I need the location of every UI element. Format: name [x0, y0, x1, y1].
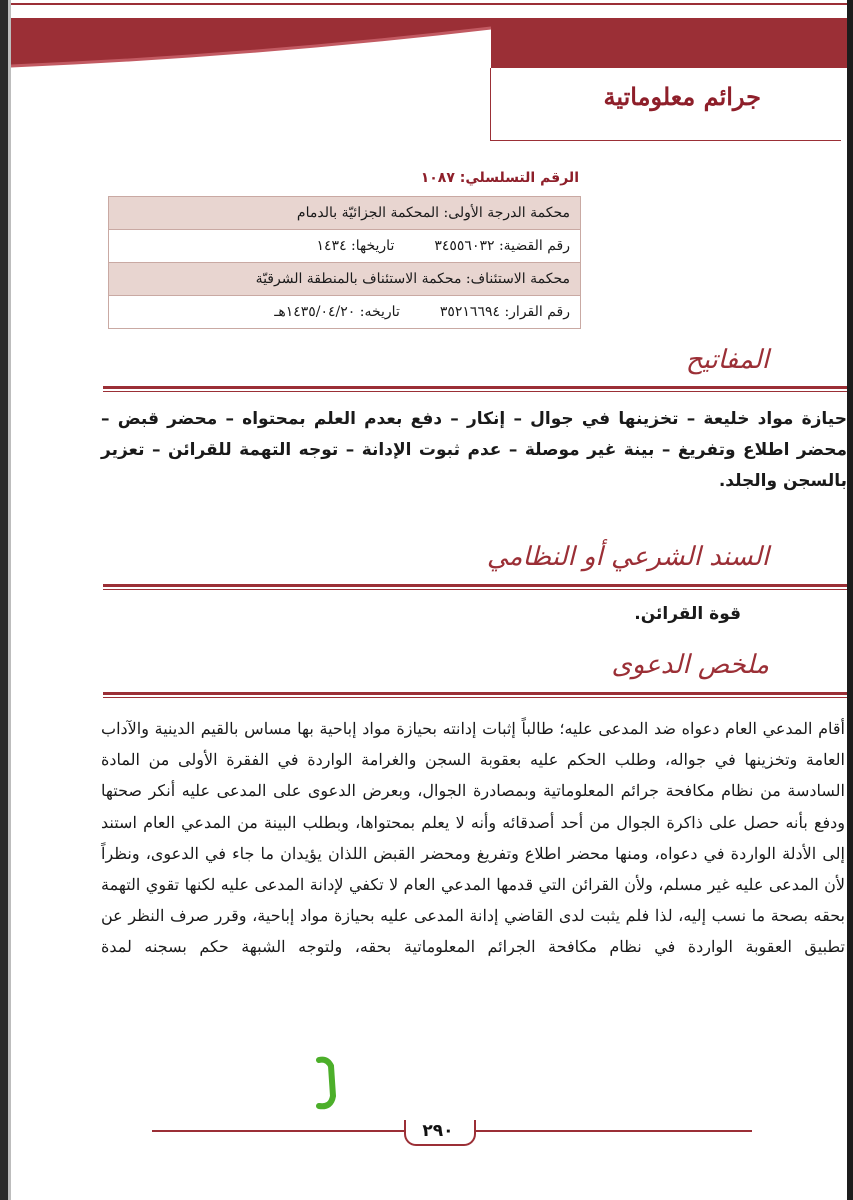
case-number-row	[109, 230, 581, 263]
keywords-heading: المفاتيح	[685, 345, 769, 375]
decision-number: رقم القرار: ٣٥٢١٦٦٩٤	[439, 304, 570, 320]
decision-row	[109, 296, 581, 329]
summary-rule	[103, 692, 847, 695]
summary-text: أقام المدعي العام دعواه ضد المدعى عليه؛ طالباً إثبات إدانته بحيازة مواد إباحية بها مساس بالقيم الدينية والآداب العامة وتخزينها في جواله، وطلب الحكم عليه بعقوبة السجن والغرامة الواردة في الفقرة الأولى من المادة السادسة من نظام مكافحة جرائم المعلوماتية وبمصادرة الجوال، وبعرض الدعوى على المدعى عليه أنكر صحتها ودفع بأنه حصل على ذاكرة الجوال من أحد أصدقائه وأنه لا يعلم بمحتواها، وبطلب البينة من المدعي العام استند إلى الأدلة الواردة في دعواه، ومنها محضر اطلاع وتفريغ ومحضر القبض اللذان يؤيدان ما جاء في الدعوى، ونظراً لأن المدعى عليه غير مسلم، ولأن القرائن التي قدمها المدعي العام لا تكفي لإدانة المدعى عليه لكنها تقوي التهمة بحقه بصحة ما نسب إليه، لذا فلم يثبت لدى القاضي إدانة المدعى عليه بحيازة مواد إباحية، وقرر صرف النظر عن تطبيق العقوبة الواردة في نظام مكافحة الجرائم المعلوماتية بحقه، ولتوجه الشبهة حكم بسجنه لمدة	[101, 719, 846, 957]
basis-rule	[103, 584, 847, 587]
basis-text: قوة القرائن.	[634, 604, 741, 624]
case-date: تاريخها: ١٤٣٤	[316, 238, 395, 254]
header-banner	[11, 0, 847, 70]
serial-number: الرقم التسلسلي: ١٠٨٧	[420, 170, 579, 186]
keywords-text: حيازة مواد خليعة – تخزينها في جوال – إنكار – دفع بعدم العلم بمحتواه – محضر قبض –محضر اطلاع وتفريغ – بينة غير موصلة – عدم ثبوت الإدانة – توجه التهمة للقرائن – تعزير بالسجن والجلد.	[101, 409, 847, 491]
page-edge-shadow	[8, 0, 11, 1200]
decision-date: تاريخه: ١٤٣٥/٠٤/٢٠هـ	[274, 304, 400, 320]
page-title: جرائم معلوماتية	[603, 82, 761, 111]
case-info-table	[108, 196, 581, 329]
page-number: ٢٩٠	[422, 1121, 454, 1141]
appeal-court-row	[109, 263, 581, 296]
page-edge-right	[847, 0, 853, 1200]
appeal-court: محكمة الاستئناف: محكمة الاستئناف بالمنطقة الشرقيّة	[109, 263, 581, 296]
summary-heading: ملخص الدعوى	[611, 650, 769, 680]
page-edge-left	[0, 0, 8, 1200]
basis-heading: السند الشرعي أو النظامي	[486, 542, 769, 572]
case-number: رقم القضية: ٣٤٥٥٦٠٣٢	[434, 238, 570, 254]
first-court-row	[109, 197, 581, 230]
green-pen-mark	[313, 1056, 341, 1112]
first-court: محكمة الدرجة الأولى: المحكمة الجزائيّة بالدمام	[109, 197, 581, 230]
keywords-rule	[103, 386, 847, 389]
